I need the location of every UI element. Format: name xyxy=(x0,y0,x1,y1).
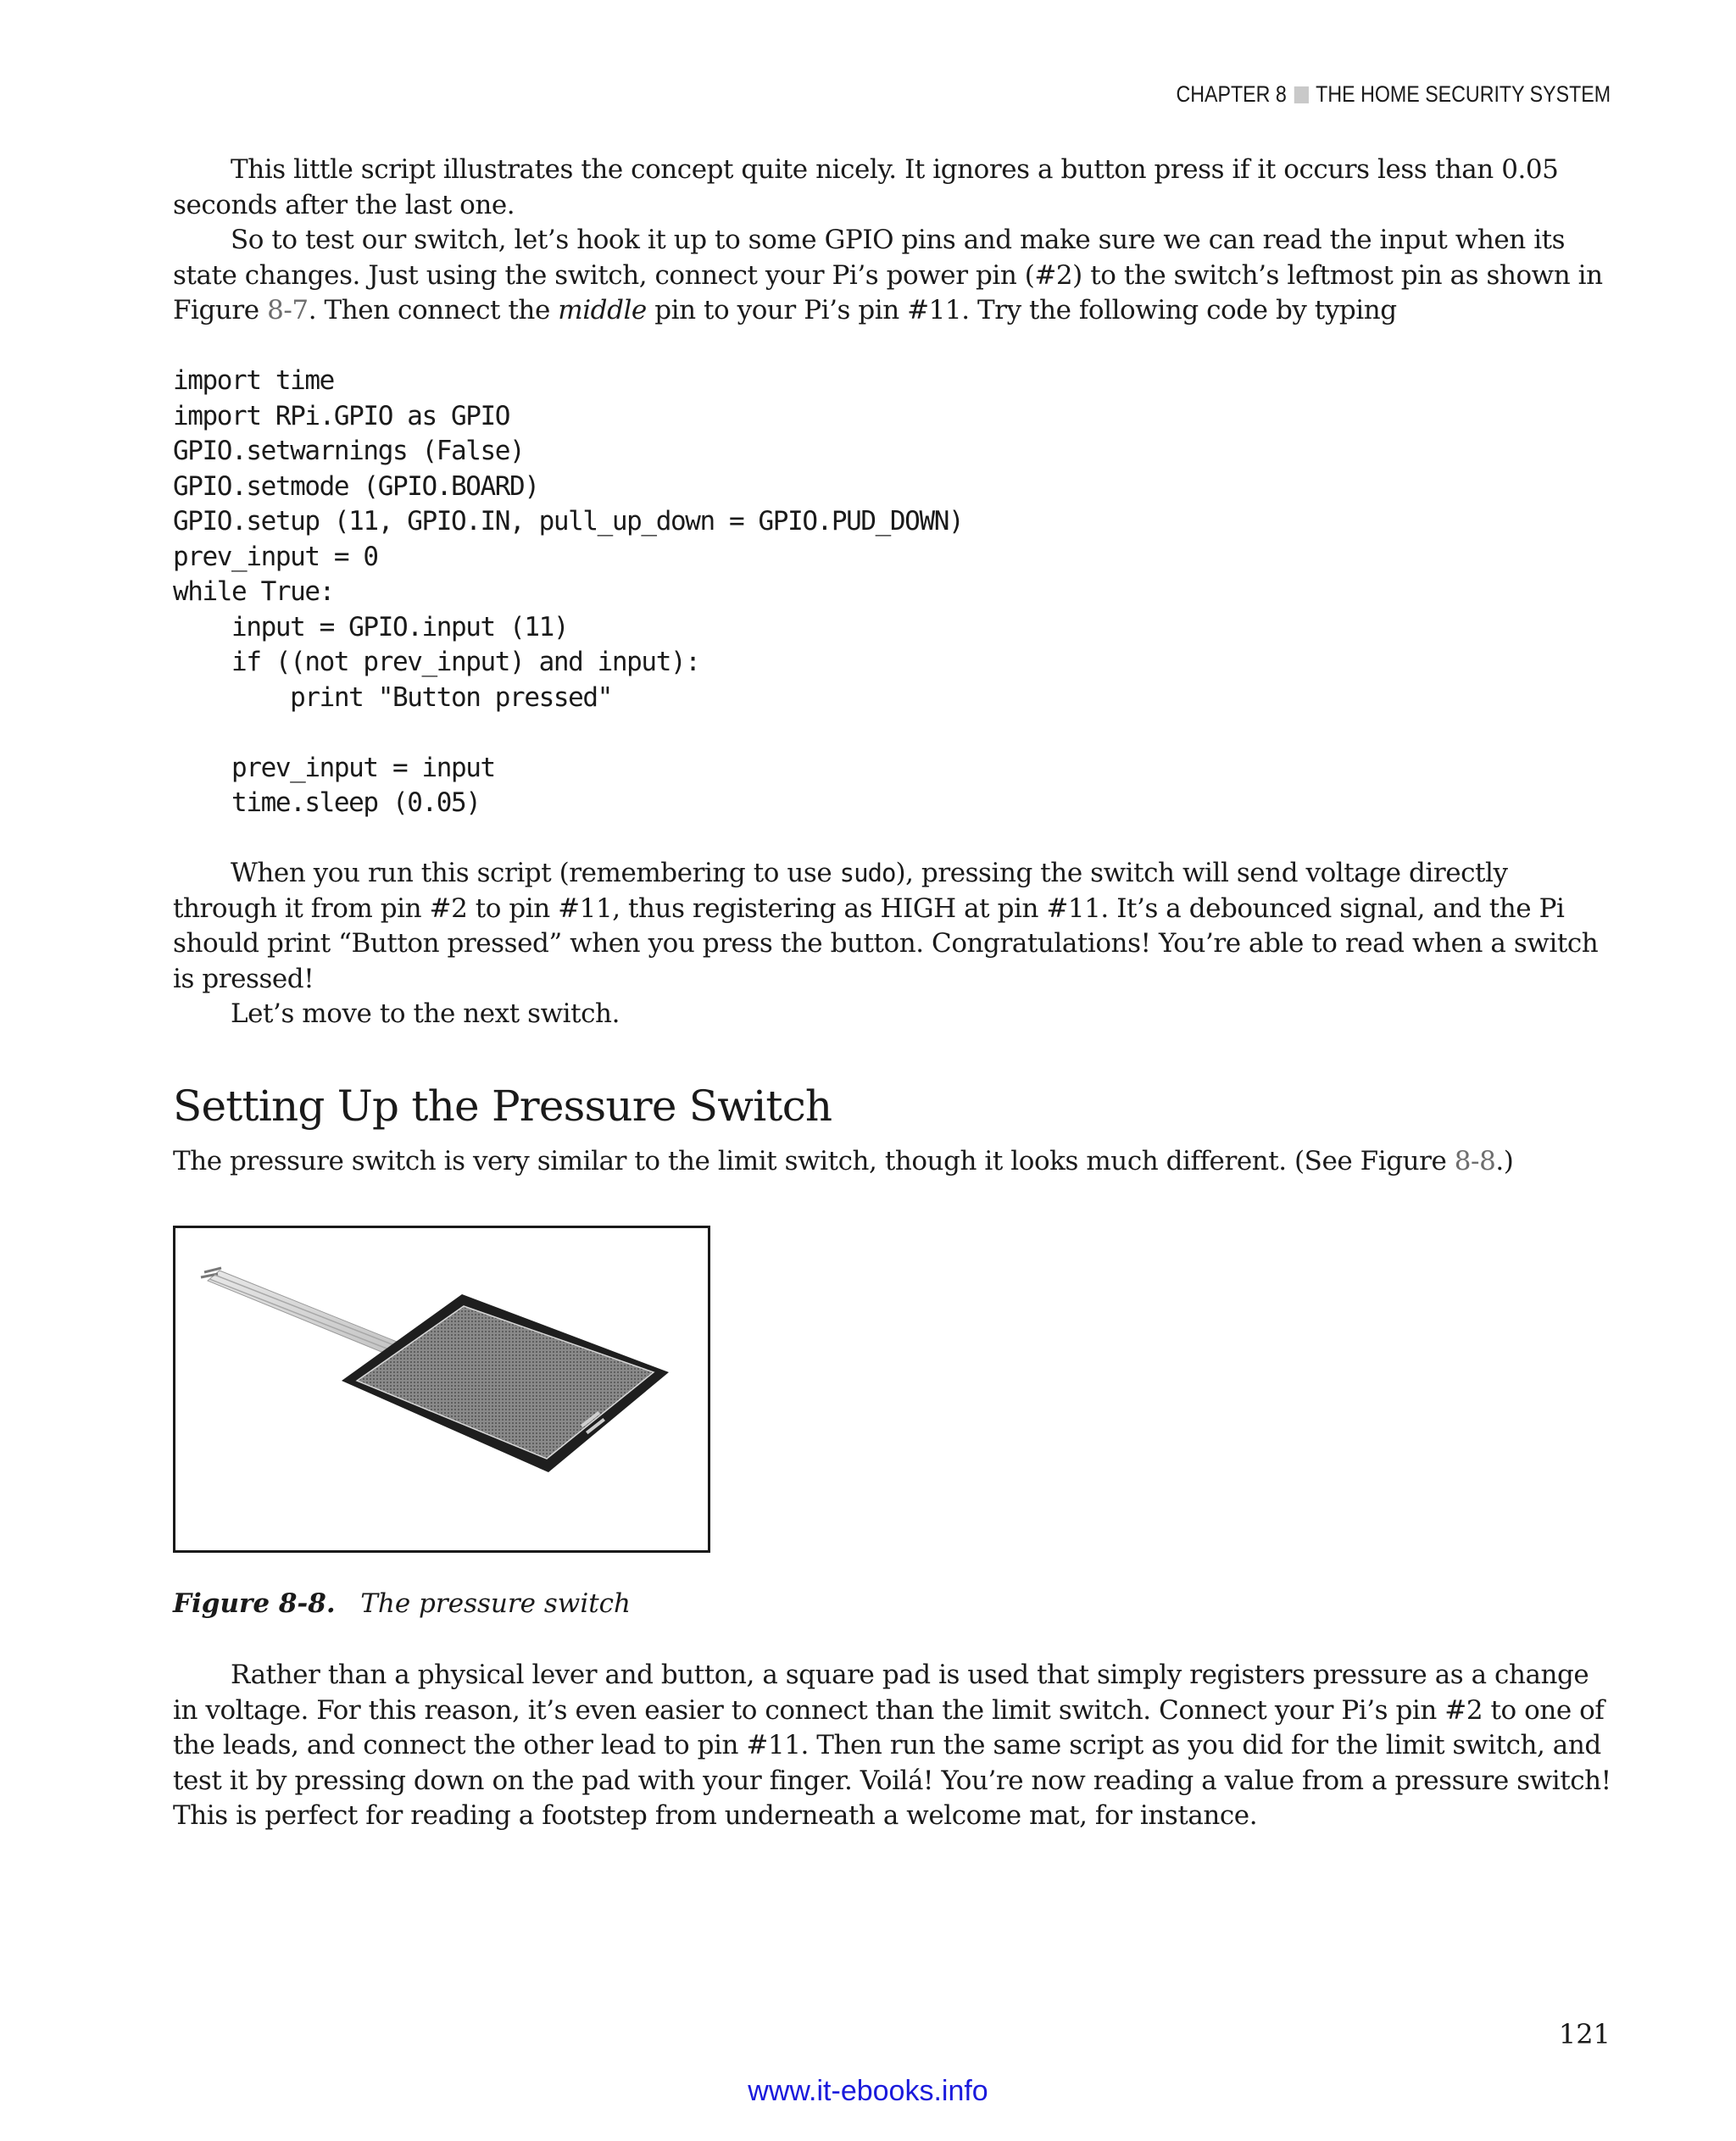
paragraph-text: When you run this script (remembering to use xyxy=(231,858,840,888)
emphasis-text: middle xyxy=(558,295,647,325)
chapter-label: CHAPTER 8 xyxy=(1176,81,1287,107)
paragraph-text: .) xyxy=(1495,1145,1514,1176)
paragraph-next-switch: Let’s move to the next switch. xyxy=(231,998,620,1029)
paragraph-text: The pressure switch is very similar to the limit switch, though it looks much different. (See Figure xyxy=(173,1145,1455,1176)
paragraph-text: . Then connect the xyxy=(308,295,559,325)
paragraph-pressure-details: Rather than a physical lever and button, a square pad is used that simply registers pressure as a change in voltage. For this reason, it’s even easier to connect than the limit switch. Connect your Pi’s pin #2 to one of the leads, and connect the other lead to pin #11. Then run the same script as you did for the limit switch, and test it by pressing down on the pad with your finger. Voilá! You’re now reading a value from a pressure switch! This is perfect for reading a footstep from underneath a welcome mat, for instance. xyxy=(173,1660,1611,1831)
paragraph-pressure-intro xyxy=(173,1144,1614,1180)
chapter-title: THE HOME SECURITY SYSTEM xyxy=(1316,81,1611,107)
paragraph-intro: This little script illustrates the concept quite nicely. It ignores a button press if it occurs less than 0.05 seconds after the last one. xyxy=(173,154,1559,220)
figure-reference-link[interactable]: 8-8 xyxy=(1454,1145,1496,1176)
code-listing: import time import RPi.GPIO as GPIO GPIO.setwarnings (False) GPIO.setmode (GPIO.BOARD) GPIO.setup (11, GPIO.IN, pull_up_down = GPIO.PUD_DOWN) prev_input = 0 while True: input = GPIO.input (11) if ((not prev_input) and input): print "Button pressed" prev_input = input time.sleep (0.05) xyxy=(173,365,964,818)
running-head xyxy=(1176,81,1611,108)
pressure-switch-illustration xyxy=(175,1228,708,1550)
section-heading: Setting Up the Pressure Switch xyxy=(173,1081,832,1131)
figure-label: Figure 8-8. xyxy=(173,1588,336,1619)
figure-image xyxy=(173,1226,710,1553)
inline-code: sudo xyxy=(839,859,896,887)
paragraph-text: ), pressing the switch will send voltage directly through it from pin #2 to pin #11, thus registering as HIGH at pin #11. It’s a debounced signal, and the Pi should print “Button pressed” when you press the button. Congratulations! You’re able to read when a switch is pressed! xyxy=(173,858,1599,994)
figure-caption xyxy=(173,1588,1614,1619)
separator-square-icon xyxy=(1294,86,1308,103)
page-body xyxy=(173,153,1614,1834)
page-number: 121 xyxy=(1558,2018,1611,2050)
paragraph-test-switch xyxy=(173,223,1614,329)
paragraph-run-script xyxy=(173,856,1614,997)
paragraph-text: So to test our switch, let’s hook it up to some GPIO pins and make sure we can read the input when its state changes. Just using the switch, connect your Pi’s power pin (#2) to the switch’s leftmost pin as shown in Figure xyxy=(173,225,1603,325)
paragraph-text: pin to your Pi’s pin #11. Try the following code by typing xyxy=(646,295,1397,325)
figure-caption-text: The pressure switch xyxy=(360,1588,632,1619)
footer-website-link[interactable]: www.it-ebooks.info xyxy=(748,2075,988,2107)
figure-reference-link[interactable]: 8-7 xyxy=(267,295,309,325)
